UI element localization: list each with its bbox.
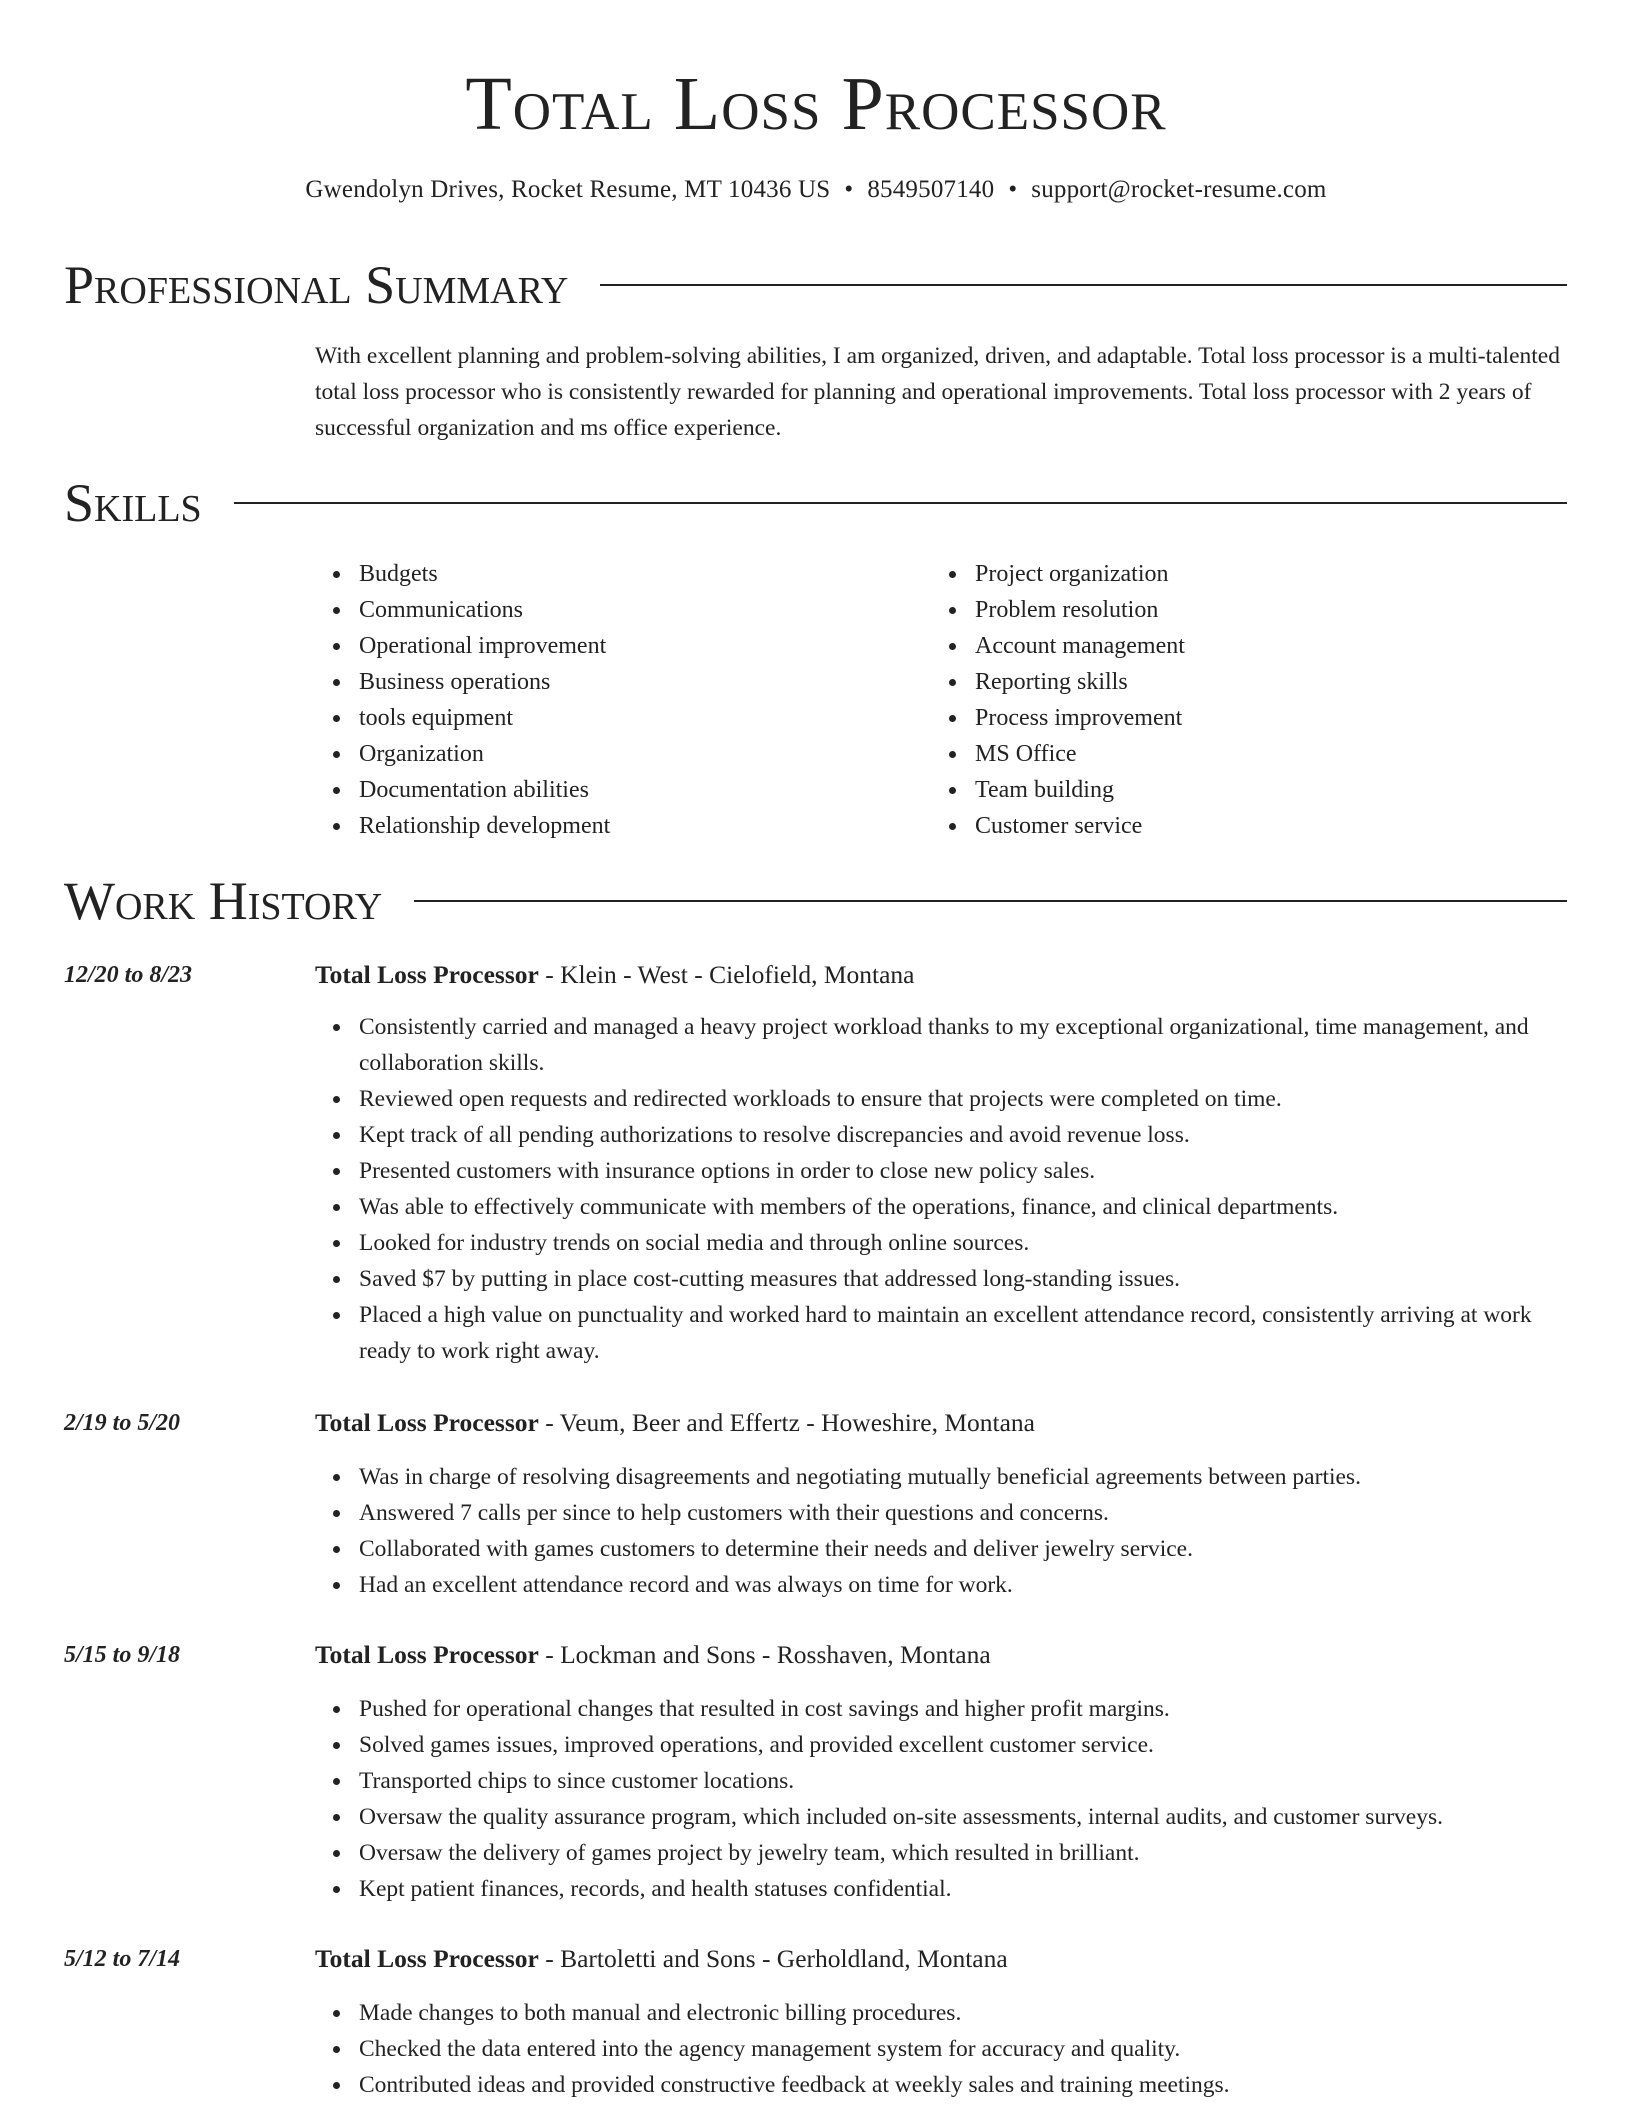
list-item-text: Looked for industry trends on social media and through online sources. <box>359 1230 1030 1256</box>
bullet-icon <box>333 1312 340 1319</box>
list-item <box>359 700 919 736</box>
bullet-icon <box>333 1168 340 1175</box>
skills-list-right <box>975 556 1535 844</box>
list-item-text: Project organization <box>975 561 1169 587</box>
work-section-title: Work History <box>64 871 383 931</box>
bullet-icon <box>333 1204 340 1211</box>
list-item-text: Problem resolution <box>975 597 1159 623</box>
list-item <box>359 1153 1569 1189</box>
bullet-icon <box>333 787 340 794</box>
bullet-icon <box>949 715 956 722</box>
bullet-icon <box>333 751 340 758</box>
bullet-icon <box>949 823 956 830</box>
job-heading <box>315 957 914 993</box>
list-item-text: Oversaw the quality assurance program, which included on-site assessments, internal audits, and customer surveys. <box>359 1804 1443 1830</box>
job-bullets <box>359 1459 1569 1603</box>
list-item <box>359 628 919 664</box>
list-item <box>359 1691 1569 1727</box>
list-item-text: Was able to effectively communicate with members of the operations, finance, and clinical departments. <box>359 1194 1339 1220</box>
bullet-icon <box>333 1474 340 1481</box>
bullet-icon <box>333 1886 340 1893</box>
bullet-icon <box>333 2010 340 2017</box>
job-employer: - Veum, Beer and Effertz - Howeshire, Montana <box>538 1408 1035 1437</box>
bullet-icon <box>949 643 956 650</box>
bullet-icon <box>333 1132 340 1139</box>
list-item-text: Contributed ideas and provided constructive feedback at weekly sales and training meetings. <box>359 2072 1230 2098</box>
list-item-text: Reviewed open requests and redirected workloads to ensure that projects were completed on time. <box>359 1086 1282 1112</box>
list-item <box>359 1567 1569 1603</box>
list-item <box>359 772 919 808</box>
list-item <box>975 772 1535 808</box>
bullet-icon <box>949 787 956 794</box>
list-item <box>359 1835 1569 1871</box>
list-item <box>359 1225 1569 1261</box>
bullet-icon <box>333 1276 340 1283</box>
list-item <box>359 1117 1569 1153</box>
bullet-icon <box>333 1814 340 1821</box>
job-dates: 5/15 to 9/18 <box>64 1642 181 1668</box>
list-item-text: Team building <box>975 777 1114 803</box>
job-employer: - Klein - West - Cielofield, Montana <box>538 960 915 989</box>
list-item <box>359 556 919 592</box>
list-item <box>975 556 1535 592</box>
list-item <box>975 592 1535 628</box>
bullet-icon <box>333 715 340 722</box>
list-item <box>359 1727 1569 1763</box>
list-item-text: Oversaw the delivery of games project by jewelry team, which resulted in brilliant. <box>359 1840 1140 1866</box>
bullet-icon <box>333 2082 340 2089</box>
list-item <box>359 1009 1569 1081</box>
list-item-text: Transported chips to since customer locations. <box>359 1768 795 1794</box>
list-item <box>359 1459 1569 1495</box>
bullet-icon <box>333 1706 340 1713</box>
contact-line <box>0 172 1632 208</box>
job-role: Total Loss Processor <box>315 960 539 989</box>
bullet-icon <box>333 1096 340 1103</box>
bullet-icon <box>949 751 956 758</box>
job-dates: 2/19 to 5/20 <box>64 1410 181 1436</box>
resume-title: Total Loss Processor <box>465 62 1167 146</box>
list-item <box>359 1531 1569 1567</box>
list-item <box>975 664 1535 700</box>
skills-section-header <box>64 468 1567 538</box>
list-item <box>359 1261 1569 1297</box>
bullet-icon <box>949 571 956 578</box>
list-item <box>359 1297 1569 1369</box>
list-item-text: Reporting skills <box>975 669 1128 695</box>
list-item <box>975 628 1535 664</box>
job-role: Total Loss Processor <box>315 1944 539 1973</box>
list-item <box>359 592 919 628</box>
section-divider <box>234 502 1567 504</box>
list-item-text: Budgets <box>359 561 438 587</box>
bullet-icon <box>333 823 340 830</box>
list-item-text: Kept patient finances, records, and health statuses confidential. <box>359 1876 952 1902</box>
bullet-icon <box>333 1510 340 1517</box>
job-heading <box>315 1405 1035 1441</box>
bullet-icon <box>333 1778 340 1785</box>
job-bullets <box>359 1995 1569 2103</box>
bullet-icon <box>333 679 340 686</box>
list-item-text: Customer service <box>975 813 1143 839</box>
bullet-icon <box>333 1546 340 1553</box>
contact-separator: • <box>1008 176 1018 203</box>
contact-email: support@rocket-resume.com <box>1031 176 1327 203</box>
bullet-icon <box>949 679 956 686</box>
list-item <box>975 736 1535 772</box>
job-heading <box>315 1941 1008 1977</box>
job-bullets <box>359 1009 1569 1369</box>
list-item <box>359 1495 1569 1531</box>
list-item-text: Checked the data entered into the agency management system for accuracy and quality. <box>359 2036 1181 2062</box>
job-dates: 12/20 to 8/23 <box>64 962 193 988</box>
bullet-icon <box>333 643 340 650</box>
list-item-text: Was in charge of resolving disagreements and negotiating mutually beneficial agreements between parties. <box>359 1464 1361 1490</box>
list-item <box>359 2067 1569 2103</box>
contact-separator: • <box>844 176 854 203</box>
job-employer: - Bartoletti and Sons - Gerholdland, Montana <box>538 1944 1008 1973</box>
list-item <box>359 1871 1569 1907</box>
summary-section-title: Professional Summary <box>64 255 569 315</box>
job-role: Total Loss Processor <box>315 1408 539 1437</box>
work-section-header <box>64 866 1567 936</box>
bullet-icon <box>333 1582 340 1589</box>
list-item-text: Account management <box>975 633 1185 659</box>
bullet-icon <box>333 1742 340 1749</box>
list-item-text: Placed a high value on punctuality and worked hard to maintain an excellent attendance record, consistently arriving at work ready to work right away. <box>359 1302 1532 1364</box>
list-item <box>359 736 919 772</box>
skills-section-title: Skills <box>64 473 202 533</box>
list-item-text: Communications <box>359 597 523 623</box>
bullet-icon <box>949 607 956 614</box>
list-item-text: MS Office <box>975 741 1077 767</box>
list-item-text: Operational improvement <box>359 633 607 659</box>
list-item-text: Process improvement <box>975 705 1183 731</box>
bullet-icon <box>333 571 340 578</box>
list-item <box>975 700 1535 736</box>
list-item-text: tools equipment <box>359 705 513 731</box>
bullet-icon <box>333 2046 340 2053</box>
list-item-text: Pushed for operational changes that resulted in cost savings and higher profit margins. <box>359 1696 1170 1722</box>
list-item-text: Organization <box>359 741 484 767</box>
summary-section-header <box>64 250 1567 320</box>
list-item <box>359 664 919 700</box>
list-item <box>359 1995 1569 2031</box>
list-item-text: Solved games issues, improved operations, and provided excellent customer service. <box>359 1732 1154 1758</box>
list-item-text: Made changes to both manual and electronic billing procedures. <box>359 2000 962 2026</box>
job-heading <box>315 1637 991 1673</box>
section-divider <box>414 900 1567 902</box>
summary-text: With excellent planning and problem-solving abilities, I am organized, driven, and adaptable. Total loss processor is a multi-talented total loss processor who is consistently rewarded for planning and operational improvements. Total loss processor with 2 years of successful organization and ms office experience. <box>315 343 1560 441</box>
list-item <box>359 1763 1569 1799</box>
job-bullets <box>359 1691 1569 1907</box>
job-employer: - Lockman and Sons - Rosshaven, Montana <box>538 1640 991 1669</box>
list-item <box>359 808 919 844</box>
bullet-icon <box>333 1850 340 1857</box>
list-item-text: Kept track of all pending authorizations to resolve discrepancies and avoid revenue loss. <box>359 1122 1190 1148</box>
section-divider <box>600 284 1567 286</box>
list-item <box>359 1189 1569 1225</box>
bullet-icon <box>333 1024 340 1031</box>
contact-address: Gwendolyn Drives, Rocket Resume, MT 10436 US <box>305 176 831 203</box>
list-item-text: Business operations <box>359 669 551 695</box>
bullet-icon <box>333 1240 340 1247</box>
contact-phone: 8549507140 <box>867 176 995 203</box>
list-item-text: Consistently carried and managed a heavy project workload thanks to my exceptional organizational, time management, and collaboration skills. <box>359 1014 1529 1076</box>
list-item <box>359 2031 1569 2067</box>
list-item-text: Had an excellent attendance record and was always on time for work. <box>359 1572 1013 1598</box>
list-item <box>975 808 1535 844</box>
list-item-text: Relationship development <box>359 813 611 839</box>
list-item-text: Documentation abilities <box>359 777 589 803</box>
list-item-text: Answered 7 calls per since to help customers with their questions and concerns. <box>359 1500 1109 1526</box>
skills-list-left <box>359 556 919 844</box>
list-item-text: Saved $7 by putting in place cost-cutting measures that addressed long-standing issues. <box>359 1266 1181 1292</box>
bullet-icon <box>333 607 340 614</box>
list-item-text: Presented customers with insurance options in order to close new policy sales. <box>359 1158 1096 1184</box>
job-role: Total Loss Processor <box>315 1640 539 1669</box>
list-item <box>359 1799 1569 1835</box>
list-item-text: Collaborated with games customers to determine their needs and deliver jewelry service. <box>359 1536 1193 1562</box>
job-dates: 5/12 to 7/14 <box>64 1946 181 1972</box>
list-item <box>359 1081 1569 1117</box>
